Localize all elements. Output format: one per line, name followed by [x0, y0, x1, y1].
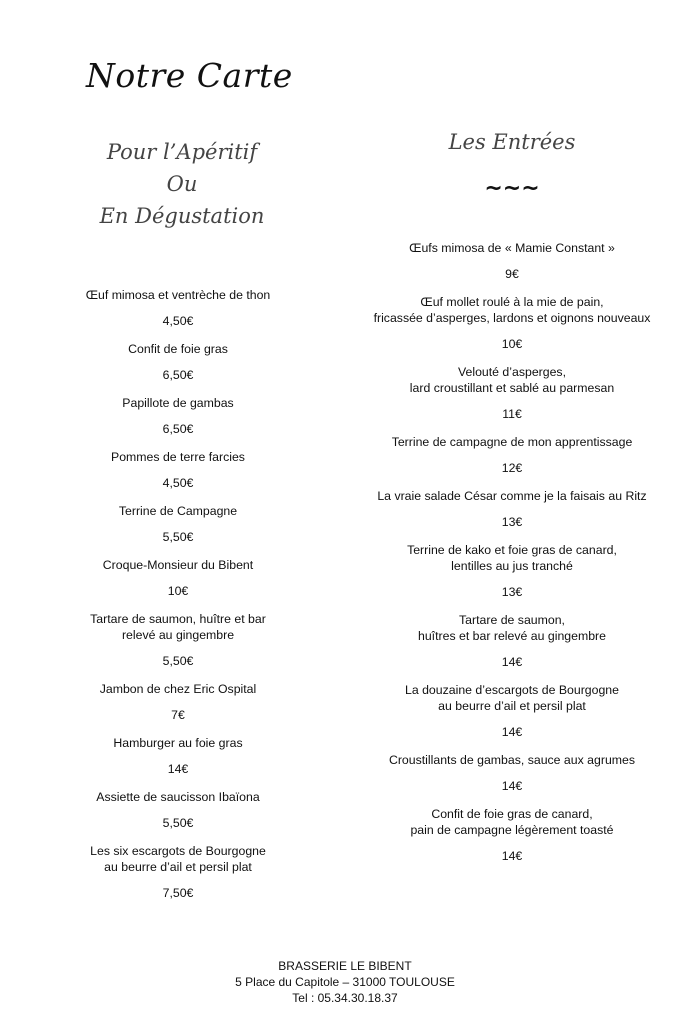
menu-item-price: 9€: [505, 267, 519, 281]
menu-item: [60, 341, 296, 383]
menu-item-price: 10€: [501, 337, 523, 351]
menu-item: [60, 449, 296, 491]
menu-item-price: 12€: [501, 461, 523, 475]
menu-item-name: Terrine de Campagne: [118, 504, 238, 518]
menu-item-name: Jambon de chez Eric Ospital: [99, 682, 257, 696]
menu-item: [362, 806, 662, 864]
menu-item-price: 10€: [167, 584, 189, 598]
menu-item-name: La vraie salade César comme je la faisais au Ritz: [377, 489, 647, 503]
menu-item-price: 5,50€: [162, 530, 194, 544]
menu-item: [60, 287, 296, 329]
menu-item-name: Œufs mimosa de « Mamie Constant »: [409, 241, 615, 255]
menu-item-price: 14€: [501, 849, 523, 863]
menu-item: [362, 434, 662, 476]
menu-item-name: huîtres et bar relevé au gingembre: [418, 629, 606, 643]
entrees-menu-list: [362, 240, 662, 876]
restaurant-footer: [195, 958, 495, 1006]
menu-item: [362, 240, 662, 282]
menu-item-price: 13€: [501, 585, 523, 599]
menu-item: [362, 488, 662, 530]
entrees-heading: Les Entrées: [448, 130, 576, 154]
menu-item-name: La douzaine d’escargots de Bourgogne: [405, 683, 619, 697]
aperitif-heading-line: Pour l’Apéritif: [106, 140, 258, 164]
menu-item: [60, 735, 296, 777]
menu-item-name: Papillote de gambas: [122, 396, 234, 410]
menu-item-name: Hamburger au foie gras: [113, 736, 243, 750]
menu-item: [362, 612, 662, 670]
menu-item-name: lard croustillant et sablé au parmesan: [409, 381, 615, 395]
menu-item-name: Velouté d’asperges,: [457, 365, 567, 379]
menu-item-name: Croque-Monsieur du Bibent: [102, 558, 254, 572]
menu-item: [362, 364, 662, 422]
menu-item-price: 11€: [502, 407, 522, 421]
menu-item-price: 14€: [501, 655, 523, 669]
menu-item: [362, 294, 662, 352]
menu-item: [362, 682, 662, 740]
menu-item: [60, 557, 296, 599]
menu-item-price: 14€: [501, 779, 523, 793]
menu-item-price: 13€: [501, 515, 523, 529]
menu-item-price: 6,50€: [162, 368, 194, 382]
menu-item-name: Œuf mollet roulé à la mie de pain,: [420, 295, 604, 309]
menu-item-name: relevé au gingembre: [121, 628, 235, 642]
aperitif-heading: [82, 136, 282, 232]
menu-item-price: 5,50€: [162, 816, 194, 830]
menu-item: [60, 395, 296, 437]
menu-item-name: Croustillants de gambas, sauce aux agrumes: [388, 753, 636, 767]
page-title: Notre Carte: [86, 56, 293, 95]
menu-item-price: 4,50€: [162, 476, 194, 490]
menu-item-name: Tartare de saumon, huître et bar: [90, 612, 266, 626]
menu-item: [60, 503, 296, 545]
menu-item-name: fricassée d’asperges, lardons et oignons nouveaux: [373, 311, 651, 325]
menu-item-name: Confit de foie gras de canard,: [431, 807, 593, 821]
menu-item-name: Les six escargots de Bourgogne: [90, 844, 266, 858]
menu-item-price: 4,50€: [162, 314, 194, 328]
menu-item-name: pain de campagne légèrement toasté: [410, 823, 614, 837]
menu-item-name: Pommes de terre farcies: [111, 450, 245, 464]
aperitif-menu-list: [60, 287, 296, 913]
restaurant-name: BRASSERIE LE BIBENT: [278, 959, 412, 973]
menu-item-price: 7€: [171, 708, 185, 722]
menu-item: [60, 611, 296, 669]
menu-item-name: Tartare de saumon,: [459, 613, 565, 627]
menu-item-price: 6,50€: [162, 422, 194, 436]
aperitif-heading-line: En Dégustation: [99, 204, 265, 228]
menu-item: [60, 681, 296, 723]
menu-item: [60, 789, 296, 831]
menu-item-price: 5,50€: [162, 654, 194, 668]
menu-item-name: au beurre d’ail et persil plat: [104, 860, 252, 874]
menu-item-name: lentilles au jus tranché: [451, 559, 573, 573]
menu-item-name: Œuf mimosa et ventrèche de thon: [85, 288, 271, 302]
menu-item: [60, 843, 296, 901]
menu-item-price: 14€: [167, 762, 189, 776]
menu-item-name: au beurre d’ail et persil plat: [438, 699, 586, 713]
menu-item-price: 7,50€: [162, 886, 194, 900]
entrees-separator: ~~~: [484, 176, 540, 201]
menu-item-name: Assiette de saucisson Ibaïona: [96, 790, 260, 804]
menu-item: [362, 542, 662, 600]
restaurant-address: 5 Place du Capitole – 31000 TOULOUSE: [235, 975, 455, 989]
menu-item-name: Terrine de kako et foie gras de canard,: [407, 543, 617, 557]
restaurant-phone: Tel : 05.34.30.18.37: [292, 991, 398, 1005]
menu-item-name: Confit de foie gras: [128, 342, 228, 356]
aperitif-heading-line: Ou: [166, 172, 198, 196]
menu-item-price: 14€: [501, 725, 523, 739]
menu-item: [362, 752, 662, 794]
menu-item-name: Terrine de campagne de mon apprentissage: [391, 435, 633, 449]
